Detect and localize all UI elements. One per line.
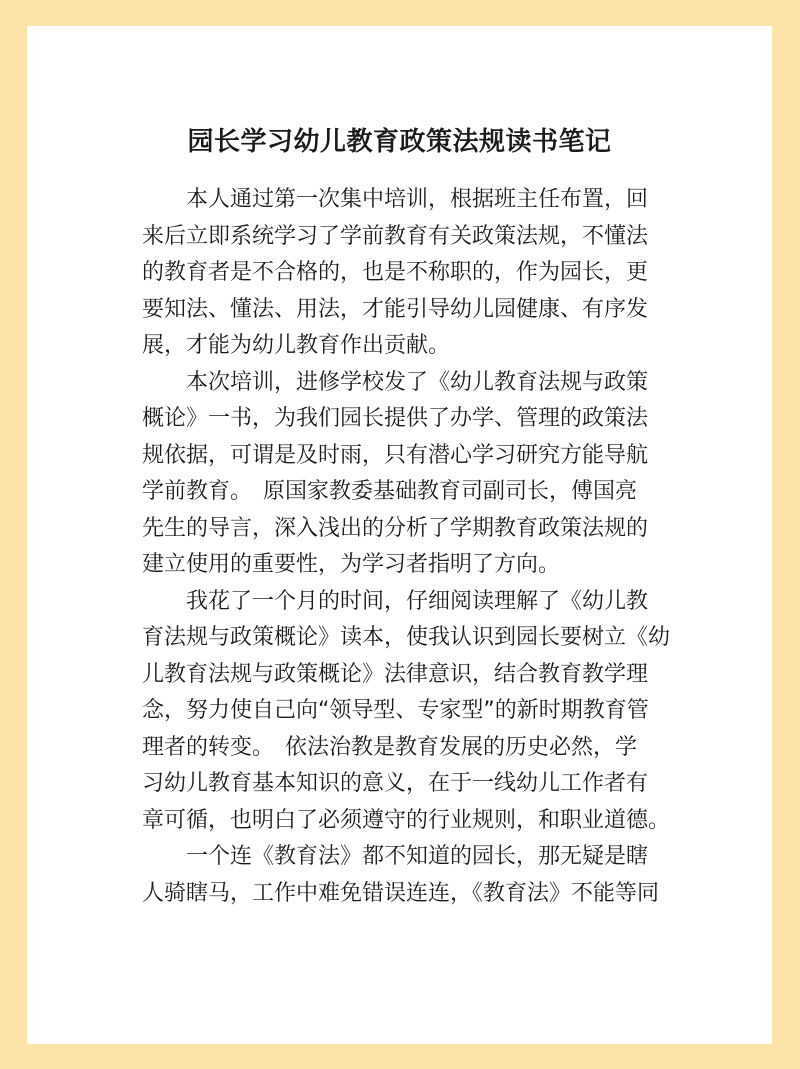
text-line: 理者的转变。 依法治教是教育发展的历史必然，学 xyxy=(142,734,638,760)
paragraph-3 xyxy=(142,584,672,840)
text-line: 育法规与政策概论》读本，使我认识到园长要树立《幼 xyxy=(142,625,671,650)
document-title: 园长学习幼儿教育政策法规读书笔记 xyxy=(187,127,612,157)
text-line: 展，才能为幼儿教育作出贡献。 xyxy=(142,333,451,358)
text-line: 学前教育。 原国家教委基础教育司副司长，傅国亮 xyxy=(142,479,638,504)
paragraph-1 xyxy=(142,182,672,365)
text-line: 规依据，可谓是及时雨，只有潜心学习研究方能导航 xyxy=(142,442,649,468)
text-line: 念，努力使自己向“领导型、专家型”的新时期教育管 xyxy=(142,698,649,723)
text-line: 概论》一书，为我们园长提供了办学、管理的政策法 xyxy=(142,406,649,431)
paragraph-4 xyxy=(142,839,672,912)
paragraph-2 xyxy=(142,365,672,584)
text-line: 本次培训，进修学校发了《幼儿教育法规与政策 xyxy=(186,369,649,395)
text-line: 我花了一个月的时间，仔细阅读理解了《幼儿教 xyxy=(186,588,649,614)
text-line: 习幼儿教育基本知识的意义，在于一线幼儿工作者有 xyxy=(142,771,649,796)
text-line: 章可循，也明白了必须遵守的行业规则，和职业道德。 xyxy=(142,807,671,833)
text-line: 要知法、懂法、用法，才能引导幼儿园健康、有序发 xyxy=(142,296,649,322)
text-line: 建立使用的重要性，为学习者指明了方向。 xyxy=(142,552,561,577)
text-line: 的教育者是不合格的，也是不称职的，作为园长，更 xyxy=(142,260,649,285)
document-body xyxy=(142,182,672,912)
text-line: 一个连《教育法》都不知道的园长，那无疑是瞎 xyxy=(186,844,649,869)
text-line: 来后立即系统学习了学前教育有关政策法规，不懂法 xyxy=(142,223,649,249)
text-line: 本人通过第一次集中培训，根据班主任布置，回 xyxy=(186,187,649,212)
text-line: 人骑瞎马，工作中难免错误连连，《教育法》不能等同 xyxy=(142,880,660,906)
text-line: 先生的导言，深入浅出的分析了学期教育政策法规的 xyxy=(142,515,649,541)
document-page xyxy=(27,26,772,1044)
text-line: 儿教育法规与政策概论》法律意识，结合教育教学理 xyxy=(142,661,649,687)
